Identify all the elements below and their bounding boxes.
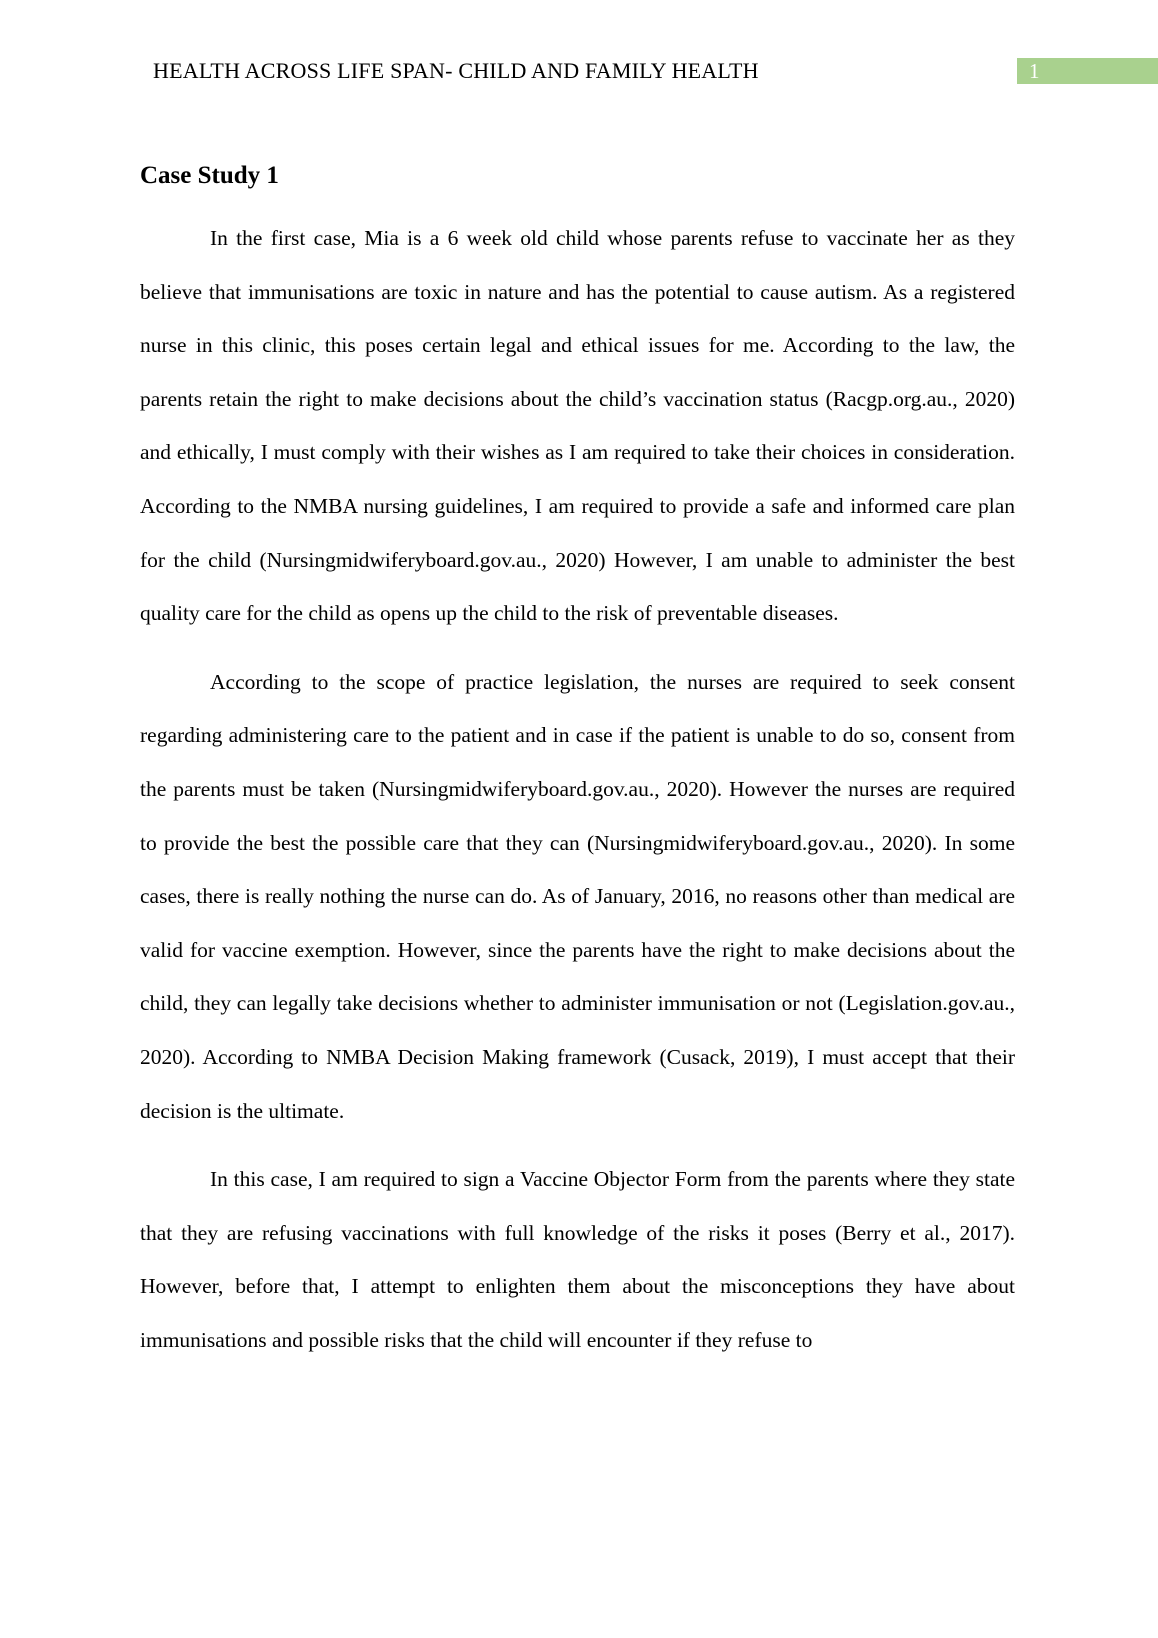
paragraph-1: In the first case, Mia is a 6 week old child whose parents refuse to vaccinate her as they believe that immunisations are toxic in nature and has the potential to cause autism. As a registered nurse in this clinic, this poses certain legal and ethical issues for me. According to the law, the parents retain the right to make decisions about the child’s vaccination status (Racgp.org.au., 2020) and ethically, I must comply with their wishes as I am required to take their choices in consideration. According to the NMBA nursing guidelines, I am required to provide a safe and informed care plan for the child (Nursingmidwiferyboard.gov.au., 2020) However, I am unable to administer the best quality care for the child as opens up the child to the risk of preventable diseases. (140, 226, 1015, 626)
running-head: HEALTH ACROSS LIFE SPAN- CHILD AND FAMILY HEALTH (153, 58, 759, 83)
section-heading: Case Study 1 (140, 162, 279, 189)
document-body (140, 160, 1015, 1382)
page-number: 1 (1017, 58, 1158, 84)
paragraph-2: According to the scope of practice legislation, the nurses are required to seek consent regarding administering care to the patient and in case if the patient is unable to do so, consent from the parents must be taken (Nursingmidwiferyboard.gov.au., 2020). However the nurses are required to provide the best the possible care that they can (Nursingmidwiferyboard.gov.au., 2020). In some cases, there is really nothing the nurse can do. As of January, 2016, no reasons other than medical are valid for vaccine exemption. However, since the parents have the right to make decisions about the child, they can legally take decisions whether to administer immunisation or not (Legislation.gov.au., 2020). According to NMBA Decision Making framework (Cusack, 2019), I must accept that their decision is the ultimate. (140, 669, 1015, 1123)
paragraph-3: In this case, I am required to sign a Vaccine Objector Form from the parents where they state that they are refusing vaccinations with full knowledge of the risks it poses (Berry et al., 2017). However, before that, I attempt to enlighten them about the misconceptions they have about immunisations and possible risks that the child will encounter if they refuse to (140, 1167, 1015, 1352)
